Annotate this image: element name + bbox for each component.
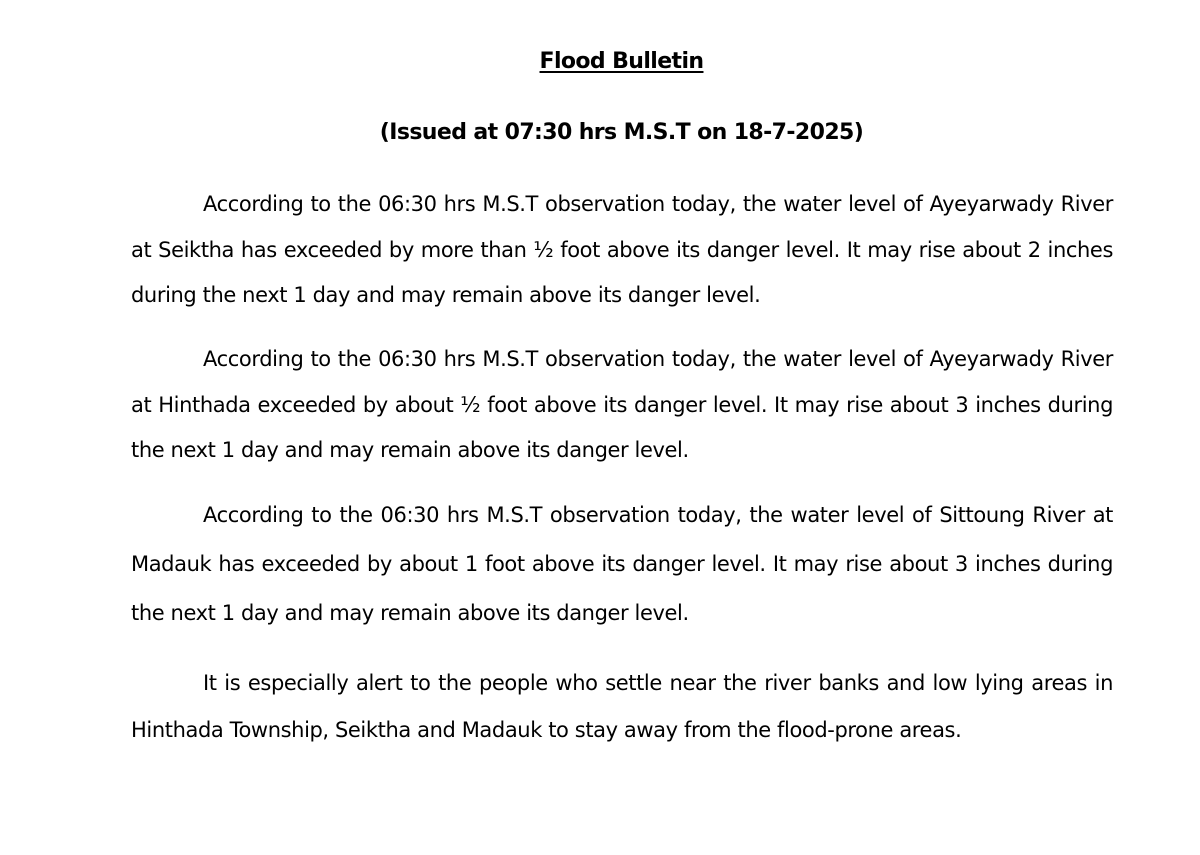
bulletin-title-text: Flood Bulletin (539, 49, 704, 74)
paragraph-madauk: According to the 06:30 hrs M.S.T observation today, the water level of Sittoung River at Madauk has exceeded by about 1 foot above its danger level. It may rise about 3 inches during the next 1 day and may remain above its danger level. (131, 503, 1113, 625)
issued-time-subtitle: (Issued at 07:30 hrs M.S.T on 18-7-2025) (379, 120, 864, 145)
paragraph-seiktha: According to the 06:30 hrs M.S.T observation today, the water level of Ayeyarwady River at Seiktha has exceeded by more than ½ foot above its danger level. It may rise about 2 inches during the next 1 day and may remain above its danger level. (131, 192, 1113, 307)
paragraph-hinthada: According to the 06:30 hrs M.S.T observation today, the water level of Ayeyarwady River at Hinthada exceeded by about ½ foot above its danger level. It may rise about 3 inches during the next 1 day and may remain above its danger level. (131, 347, 1113, 462)
paragraph-alert: It is especially alert to the people who settle near the river banks and low lying areas in Hinthada Township, Seiktha and Madauk to stay away from the flood-prone areas. (131, 671, 1113, 742)
bulletin-title (0, 45, 1200, 79)
